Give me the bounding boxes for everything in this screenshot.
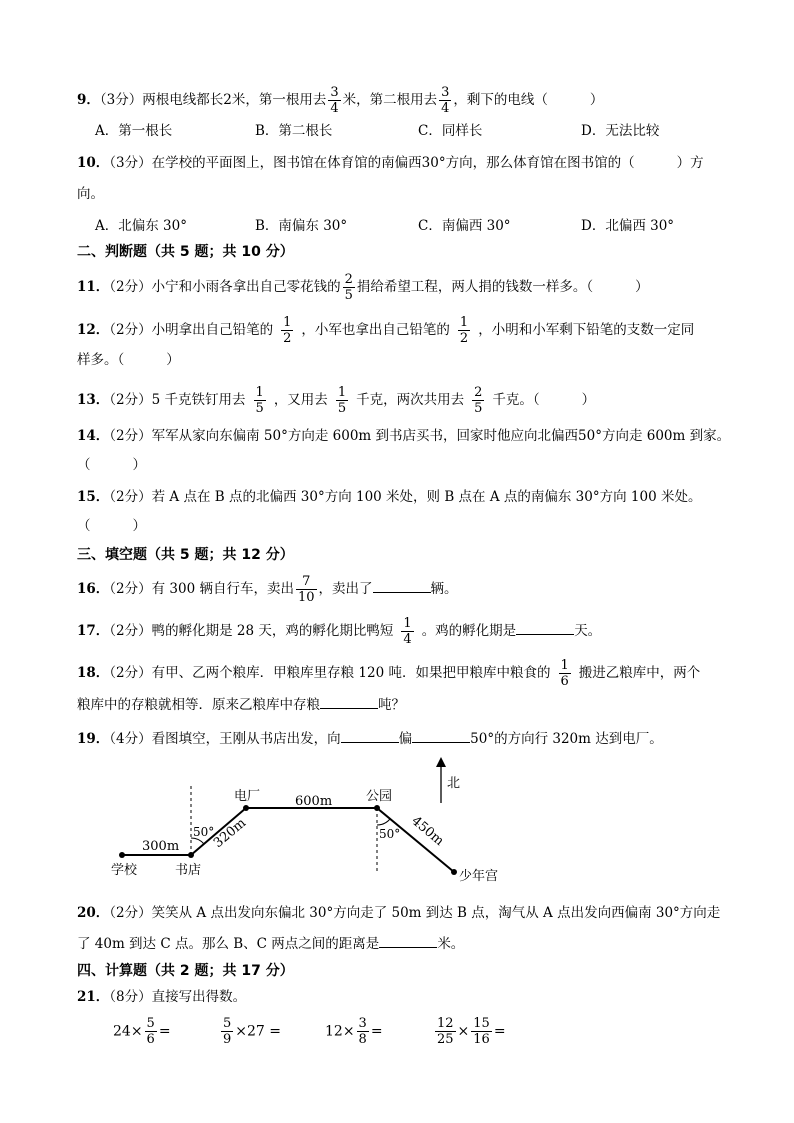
q11-text: 小宁和小雨各拿出自己零花钱的 — [151, 279, 341, 295]
q10-option-a[interactable]: A．北偏东 30° — [95, 218, 187, 234]
q12-fraction-2: $\frac{1}{2}$ — [459, 315, 469, 346]
q21-text: 直接写出得数。 — [151, 989, 247, 1005]
question-14 — [77, 426, 730, 446]
q18-fraction: $\frac{1}{6}$ — [560, 658, 569, 689]
q19-blank-1[interactable] — [341, 728, 399, 743]
calc-expression-1: 24× $\frac{5}{6}$ = — [113, 1016, 171, 1047]
q12-fraction-1: $\frac{1}{2}$ — [283, 315, 292, 346]
q11-text-2: 捐给希望工程，两人捐的钱数一样多。（ — [356, 279, 594, 295]
q13-text: 5 千克铁钉用去 — [151, 392, 246, 408]
school-point — [119, 852, 125, 858]
q20-answer-blank[interactable] — [379, 933, 437, 948]
section-2-heading: 二、判断题（共 5 题；共 10 分） — [77, 244, 294, 260]
q20-number: 20． — [77, 905, 110, 921]
q13-fraction-2: $\frac{1}{5}$ — [337, 385, 347, 416]
q12-text-2: ，小军也拿出自己铅笔的 — [301, 322, 450, 338]
q16-text: 有 300 辆自行车，卖出 — [151, 581, 294, 597]
q9-option-c[interactable]: C．同样长 — [418, 123, 483, 139]
q18-text-2: 搬进乙粮库中，两个 — [578, 665, 701, 681]
angle-arc-park — [377, 819, 390, 825]
q18-line-2: 粮库中的存粮就相等．原来乙粮库中存粮 吨？ — [77, 694, 405, 715]
bookstore-label: 书店 — [175, 863, 202, 878]
question-20 — [77, 903, 720, 923]
youth-palace-point — [451, 869, 457, 875]
question-10 — [77, 153, 704, 173]
q9-number: 9． — [77, 92, 100, 108]
q16-score: （2分） — [109, 581, 152, 597]
q15-text: 若 A 点在 B 点的北偏西 30°方向 100 米处，则 B 点在 A 点的南偏东 30°方向 100 米处。 — [151, 489, 702, 505]
distance-plant-park: 600m — [295, 794, 333, 809]
q16-fraction: $\frac{7}{10}$ — [298, 574, 315, 605]
north-label: 北 — [447, 776, 461, 791]
route-map-diagram — [0, 750, 794, 890]
q9-text-2: 米，第二根用去 — [342, 92, 438, 108]
q20-line-2: 了 40m 到达 C 点。那么 B、C 两点之间的距离是 米。 — [77, 933, 464, 954]
question-16 — [77, 575, 458, 604]
q13-text-3: 千克，两次共用去 — [356, 392, 465, 408]
question-21 — [77, 987, 246, 1007]
question-19 — [77, 728, 663, 749]
question-12 — [77, 316, 694, 345]
q10-option-d[interactable]: D．北偏西 30° — [581, 218, 675, 234]
calc-expression-4: $\frac{12}{25}$ × $\frac{15}{16}$ = — [437, 1016, 506, 1047]
question-17 — [77, 617, 601, 646]
q21-number: 21． — [77, 989, 110, 1005]
power-plant-point — [243, 805, 249, 811]
q19-score: （4分） — [109, 731, 152, 747]
q15-number: 15． — [77, 489, 110, 505]
distance-school-bookstore: 300m — [142, 839, 180, 854]
q16-answer-blank[interactable] — [373, 578, 431, 593]
q19-text: 看图填空，王刚从书店出发，向 — [151, 731, 341, 747]
distance-park-palace: 450m — [408, 813, 447, 849]
question-9 — [77, 86, 603, 115]
q13-number: 13． — [77, 392, 110, 408]
q10-option-b[interactable]: B．南偏东 30° — [255, 218, 348, 234]
q14-text: 军军从家向东偏南 50°方向走 600m 到书店买书，回家时他应向北偏西50°方向走 600m 到家。 — [151, 428, 731, 444]
q9-fraction-2: $\frac{3}{4}$ — [441, 85, 450, 116]
question-13: 13．（2分）5 千克铁钉用去 $\frac{1}{5}$ ，又用去 $\frac{1}{5}$ 千克，两次共用去 $\frac{2}{5}$ 千克。（ ） — [77, 385, 596, 416]
q9-text: 两根电线都长2米，第一根用去 — [142, 92, 327, 108]
q9-text-3: ，剩下的电线（ — [453, 92, 548, 108]
q18-score: （2分） — [109, 665, 152, 681]
q16-text-2: ，卖出了 — [318, 581, 373, 597]
q12-score: （2分） — [109, 322, 152, 338]
q16-number: 16． — [77, 581, 110, 597]
angle-label-bookstore: 50° — [193, 825, 215, 839]
calc-expression-3: 12× $\frac{3}{8}$ = — [325, 1016, 383, 1047]
q9-fraction-1: $\frac{3}{4}$ — [330, 85, 339, 116]
q9-option-d[interactable]: D．无法比较 — [581, 123, 660, 139]
q10-number: 10． — [77, 155, 110, 171]
q19-blank-2[interactable] — [412, 728, 470, 743]
q10-text: 在学校的平面图上，图书馆在体育馆的南偏西30°方向，那么体育馆在图书馆的（ — [151, 155, 635, 171]
q10-option-c[interactable]: C．南偏西 30° — [418, 218, 511, 234]
q17-text: 鸭的孵化期是 28 天，鸡的孵化期比鸭短 — [151, 623, 394, 639]
q18-text: 有甲、乙两个粮库．甲粮库里存粮 120 吨．如果把甲粮库中粮食的 — [151, 665, 551, 681]
q20-text: 笑笑从 A 点出发向东偏北 30°方向走了 50m 到达 B 点，淘气从 A 点出发向西偏南 30°方向走 — [151, 905, 721, 921]
q19-number: 19． — [77, 731, 110, 747]
calc-expression-2: $\frac{5}{9}$ ×27 = — [223, 1016, 282, 1047]
q12-text: 小明拿出自己铅笔的 — [151, 322, 274, 338]
q9-score: （3分） — [99, 92, 143, 108]
q14-answer-paren[interactable]: （ ） — [77, 457, 146, 473]
q12-line-2: 样多。（ ） — [77, 352, 180, 368]
q13-fraction-1: $\frac{1}{5}$ — [255, 385, 264, 416]
q18-number: 18． — [77, 665, 110, 681]
q17-text-2: 。鸡的孵化期是 — [421, 623, 517, 639]
q12-number: 12． — [77, 322, 110, 338]
q17-score: （2分） — [109, 623, 152, 639]
q10-text-2: ）方 — [676, 155, 704, 171]
q10-line-2: 向。 — [77, 186, 104, 202]
section-3-heading: 三、填空题（共 5 题；共 12 分） — [77, 547, 294, 563]
q13-text-4: 千克。（ — [492, 392, 540, 408]
distance-bookstore-plant: 320m — [210, 815, 250, 852]
q17-number: 17． — [77, 623, 110, 639]
section-4-heading: 四、计算题（共 2 题；共 17 分） — [77, 963, 294, 979]
q11-fraction: $\frac{2}{5}$ — [344, 272, 353, 303]
power-plant-label: 电厂 — [234, 789, 261, 804]
q20-score: （2分） — [109, 905, 152, 921]
q13-score: （2分） — [109, 392, 152, 408]
q14-number: 14． — [77, 428, 110, 444]
q15-score: （2分） — [109, 489, 152, 505]
question-18 — [77, 659, 700, 688]
north-arrowhead — [436, 757, 446, 767]
q11-score: （2分） — [109, 279, 152, 295]
q9-option-a[interactable]: A．第一根长 — [95, 123, 173, 139]
youth-palace-label: 少年宫 — [459, 869, 499, 884]
q17-text-3: 天。 — [574, 623, 602, 639]
q19-text-2: 偏 — [398, 731, 413, 747]
q17-answer-blank[interactable] — [516, 620, 574, 635]
q21-score: （8分） — [109, 989, 152, 1005]
q17-fraction: $\frac{1}{4}$ — [403, 616, 412, 647]
park-label: 公园 — [366, 789, 393, 804]
q9-paren-close: ） — [589, 92, 604, 108]
q12-text-3: ，小明和小军剩下铅笔的支数一定同 — [478, 322, 695, 338]
bookstore-point — [188, 852, 194, 858]
question-11 — [77, 273, 649, 302]
q14-score: （2分） — [109, 428, 152, 444]
q16-text-3: 辆。 — [430, 581, 458, 597]
q9-option-b[interactable]: B．第二根长 — [255, 123, 333, 139]
q13-text-2: ，又用去 — [273, 392, 328, 408]
q11-number: 11． — [77, 279, 110, 295]
q10-score: （3分） — [109, 155, 152, 171]
q18-answer-blank[interactable] — [320, 694, 378, 709]
q19-text-3: 50°的方向行 320m 达到电厂。 — [470, 731, 663, 747]
park-point — [374, 805, 380, 811]
q13-fraction-3: $\frac{2}{5}$ — [474, 385, 483, 416]
q15-answer-paren[interactable]: （ ） — [77, 518, 146, 534]
q11-paren-close: ） — [635, 279, 649, 295]
school-label: 学校 — [111, 863, 138, 878]
angle-label-park: 50° — [379, 827, 401, 841]
question-15 — [77, 487, 701, 507]
